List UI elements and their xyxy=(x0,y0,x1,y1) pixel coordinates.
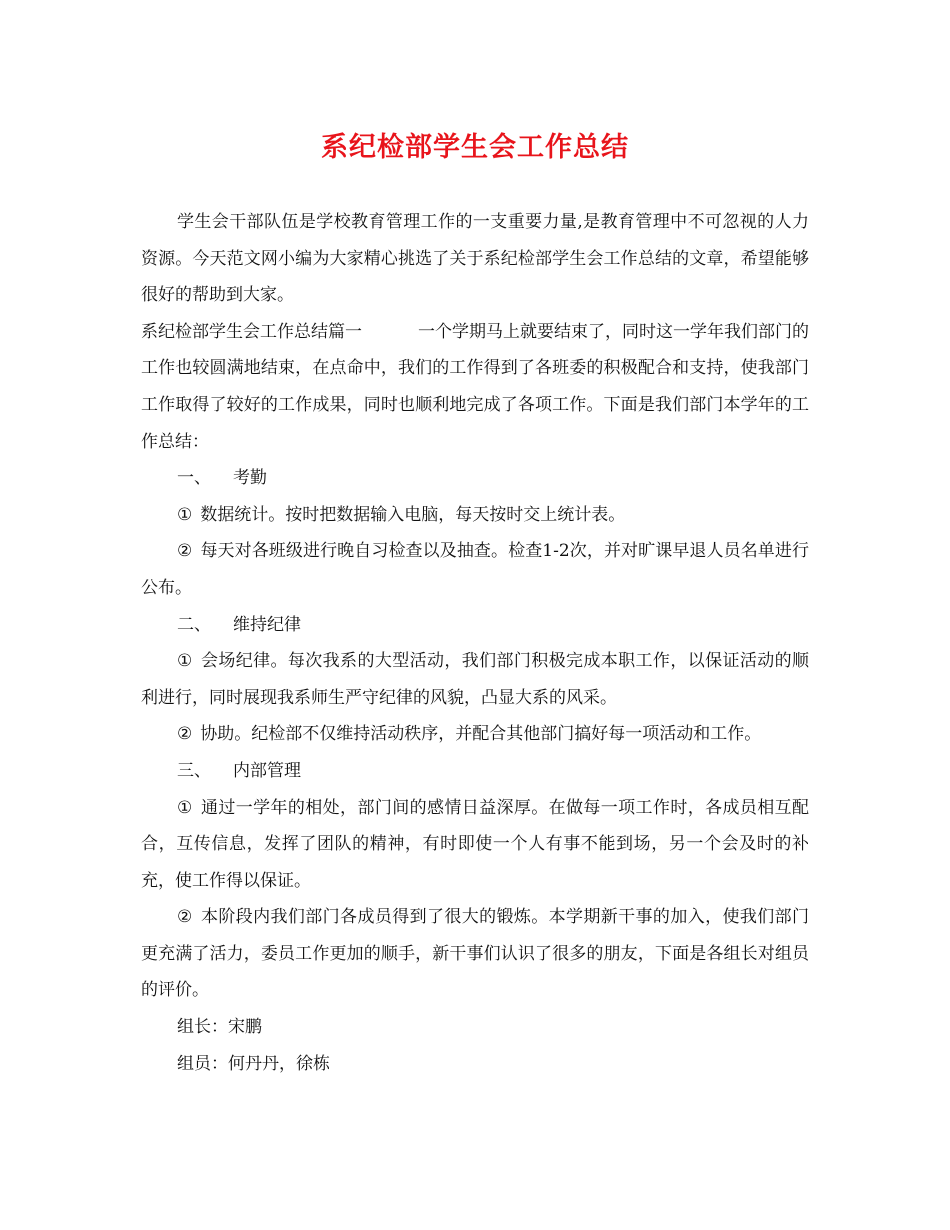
item-marker: ① xyxy=(177,504,193,525)
page-title: 系纪检部学生会工作总结 xyxy=(321,132,629,163)
item-text: 本阶段内我们部门各成员得到了很大的锻炼。本学期新干事的加入，使我们部门更充满了活力，委员工作更加的顺手，新干事们认识了很多的朋友，下面是各组长对组员的评价。 xyxy=(141,907,809,1001)
item-marker: ② xyxy=(177,907,193,928)
item-text: 会场纪律。每次我系的大型活动，我们部门积极完成本职工作，以保证活动的顺利进行，同时展现我系师生严守纪律的风貌，凸显大系的风采。 xyxy=(141,651,809,708)
section-number: 二、 xyxy=(177,614,211,635)
section-title: 考勤 xyxy=(233,468,267,489)
members-line: 组员：何丹丹，徐栋 xyxy=(177,1053,330,1074)
section-number: 三、 xyxy=(177,760,211,781)
item-marker: ① xyxy=(177,651,193,672)
list-item xyxy=(141,899,809,1009)
document-body xyxy=(141,204,809,1082)
list-item xyxy=(141,790,809,900)
section-heading xyxy=(141,607,809,644)
list-item xyxy=(141,716,809,753)
item-text: 数据统计。按时把数据输入电脑，每天按时交上统计表。 xyxy=(200,504,626,525)
list-item xyxy=(141,643,809,716)
item-text: 每天对各班级进行晚自习检查以及抽查。检查1-2次，并对旷课早退人员名单进行公布。 xyxy=(141,541,809,598)
part-heading: 系纪检部学生会工作总结篇一 xyxy=(141,321,362,342)
list-item xyxy=(141,497,809,534)
intro-paragraph: 学生会干部队伍是学校教育管理工作的一支重要力量,是教育管理中不可忽视的人力资源。今天范文网小编为大家精心挑选了关于系纪检部学生会工作总结的文章，希望能够很好的帮助到大家。 xyxy=(141,212,809,306)
part-paragraph xyxy=(141,314,809,460)
item-marker: ② xyxy=(177,541,193,562)
list-item xyxy=(141,533,809,606)
item-text: 通过一学年的相处，部门间的感情日益深厚。在做每一项工作时，各成员相互配合，互传信息，发挥了团队的精神，有时即使一个人有事不能到场，另一个会及时的补充，使工作得以保证。 xyxy=(141,797,809,891)
section-heading xyxy=(141,460,809,497)
leader-line: 组长：宋鹏 xyxy=(177,1017,262,1038)
part-body: 一个学期马上就要结束了，同时这一学年我们部门的工作也较圆满地结束，在点命中，我们的工作得到了各班委的积极配合和支持，使我部门工作取得了较好的工作成果，同时也顺利地完成了各项工作。下面是我们部门本学年的工作总结： xyxy=(141,321,809,452)
section-title: 维持纪律 xyxy=(233,614,301,635)
section-title: 内部管理 xyxy=(233,760,301,781)
section-number: 一、 xyxy=(177,468,211,489)
item-marker: ② xyxy=(177,724,193,745)
item-marker: ① xyxy=(177,797,193,818)
item-text: 协助。纪检部不仅维持活动秩序，并配合其他部门搞好每一项活动和工作。 xyxy=(200,724,762,745)
section-heading xyxy=(141,753,809,790)
